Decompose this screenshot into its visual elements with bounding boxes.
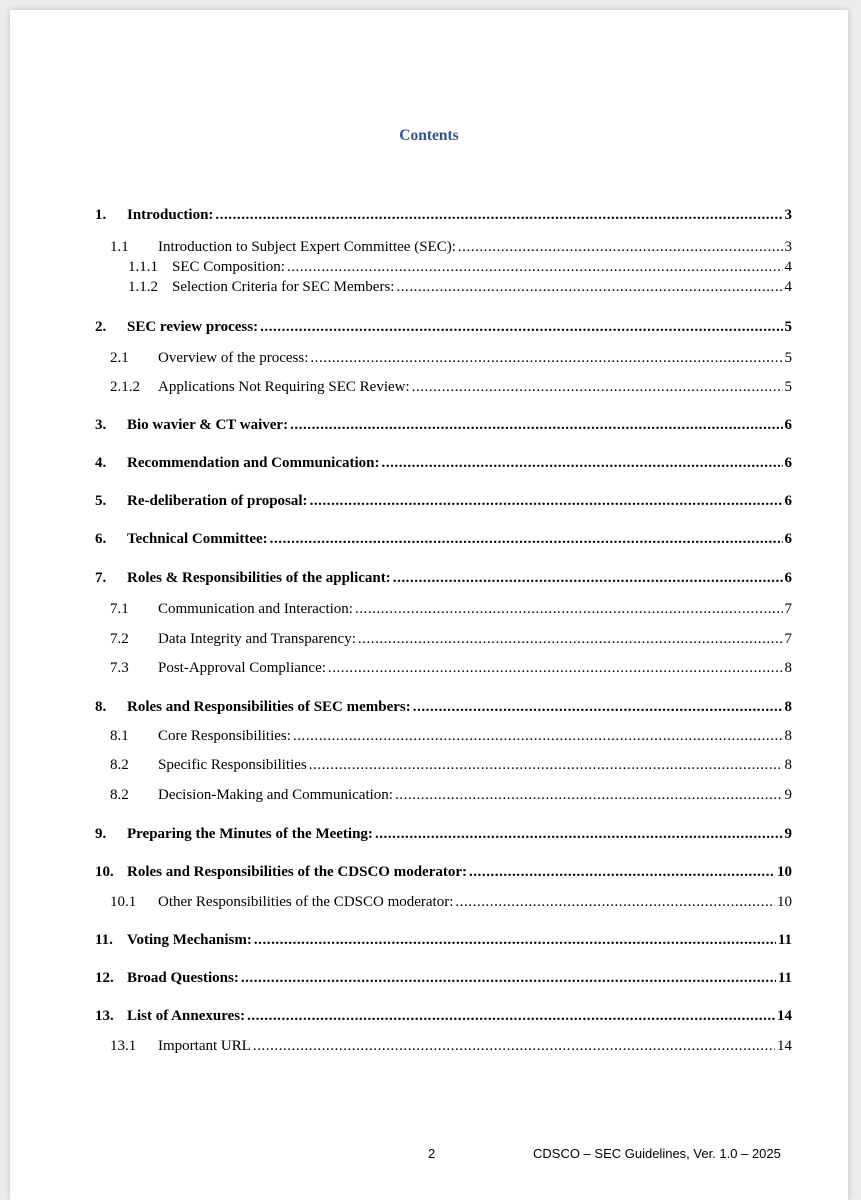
toc-dot-leader [215, 206, 782, 224]
contents-title: Contents [399, 127, 459, 144]
toc-entry-page: 8 [784, 757, 792, 773]
toc-entry-page: 3 [784, 207, 792, 223]
toc-entry[interactable] [110, 727, 792, 745]
toc-entry-number: 1. [95, 207, 107, 223]
toc-entry-label: Re-deliberation of proposal: [127, 493, 308, 509]
toc-entry-page: 7 [784, 631, 792, 647]
toc-entry[interactable] [95, 931, 792, 949]
toc-dot-leader [260, 318, 782, 336]
footer-doc-label: CDSCO – SEC Guidelines, Ver. 1.0 – 2025 [533, 1146, 781, 1161]
toc-entry-number: 8.1 [110, 728, 129, 744]
toc-entry-number: 3. [95, 417, 107, 433]
toc-entry-number: 7.3 [110, 660, 129, 676]
toc-entry-label: Selection Criteria for SEC Members: [172, 279, 395, 295]
toc-entry-label: Recommendation and Communication: [127, 455, 380, 471]
toc-entry-number: 2. [95, 319, 107, 335]
toc-entry-label: Core Responsibilities: [158, 728, 291, 744]
toc-entry-label: Technical Committee: [127, 531, 268, 547]
toc-entry-number: 1.1.2 [128, 279, 158, 295]
toc-dot-leader [455, 893, 775, 911]
toc-entry-page: 14 [777, 1038, 792, 1054]
toc-entry-number: 2.1 [110, 350, 129, 366]
toc-entry-number: 7.2 [110, 631, 129, 647]
toc-entry-page: 3 [784, 239, 792, 255]
toc-entry[interactable] [95, 416, 792, 434]
toc-entry-label: Post-Approval Compliance: [158, 660, 326, 676]
toc-entry[interactable] [128, 278, 792, 296]
toc-entry-page: 5 [784, 319, 792, 335]
toc-entry[interactable] [110, 630, 792, 648]
toc-dot-leader [393, 569, 783, 587]
toc-entry-label: Roles and Responsibilities of SEC members: [127, 699, 411, 715]
toc-entry-page: 8 [784, 699, 792, 715]
toc-entry-number: 7.1 [110, 601, 129, 617]
toc-entry-number: 13.1 [110, 1038, 137, 1054]
toc-entry-number: 1.1.1 [128, 259, 158, 275]
toc-entry-label: Roles and Responsibilities of the CDSCO moderator: [127, 864, 467, 880]
toc-entry-number: 5. [95, 493, 107, 509]
toc-entry[interactable] [95, 698, 792, 716]
toc-entry-page: 6 [784, 531, 792, 547]
toc-entry-label: Broad Questions: [127, 970, 239, 986]
toc-entry-number: 1.1 [110, 239, 129, 255]
toc-entry-label: Other Responsibilities of the CDSCO moderator: [158, 894, 454, 910]
toc-entry-number: 11. [95, 932, 113, 948]
toc-entry[interactable] [110, 378, 792, 396]
toc-entry-label: Important URL [158, 1038, 251, 1054]
toc-dot-leader [355, 600, 783, 618]
toc-entry-number: 8.2 [110, 757, 129, 773]
toc-entry[interactable] [95, 569, 792, 587]
toc-entry-page: 8 [784, 660, 792, 676]
toc-entry-page: 4 [784, 259, 792, 275]
toc-entry-number: 8.2 [110, 787, 129, 803]
toc-entry-label: Communication and Interaction: [158, 601, 353, 617]
toc-entry-page: 10 [777, 864, 792, 880]
toc-entry-label: SEC review process: [127, 319, 259, 335]
toc-entry[interactable] [95, 206, 792, 224]
toc-entry-label: SEC Composition: [172, 259, 285, 275]
toc-entry[interactable] [95, 1007, 792, 1025]
toc-dot-leader [310, 349, 782, 367]
toc-entry-label: Roles & Responsibilities of the applicant: [127, 570, 391, 586]
toc-entry-number: 10.1 [110, 894, 137, 910]
toc-entry-label: List of Annexures: [127, 1008, 246, 1024]
toc-entry[interactable] [95, 825, 792, 843]
toc-dot-leader [310, 492, 783, 510]
page-number: 2 [428, 1146, 436, 1161]
document-page [10, 10, 848, 1200]
toc-entry[interactable] [110, 893, 792, 911]
toc-entry-label: Introduction to Subject Expert Committee (SEC): [158, 239, 456, 255]
toc-entry[interactable] [95, 318, 792, 336]
toc-entry-page: 5 [784, 350, 792, 366]
toc-entry-label: Voting Mechanism: [127, 932, 252, 948]
toc-entry[interactable] [128, 258, 792, 276]
toc-dot-leader [254, 931, 776, 949]
toc-entry[interactable] [95, 969, 792, 987]
toc-entry[interactable] [95, 530, 792, 548]
toc-entry-page: 6 [784, 455, 792, 471]
toc-dot-leader [290, 416, 782, 434]
toc-entry[interactable] [95, 863, 792, 881]
toc-dot-leader [382, 454, 783, 472]
toc-dot-leader [309, 756, 783, 774]
toc-entry-label: Data Integrity and Transparency: [158, 631, 356, 647]
toc-dot-leader [293, 727, 783, 745]
toc-entry-page: 5 [784, 379, 792, 395]
toc-dot-leader [413, 698, 783, 716]
toc-dot-leader [396, 278, 782, 296]
toc-entry-number: 4. [95, 455, 107, 471]
toc-entry-page: 6 [784, 417, 792, 433]
toc-entry-number: 9. [95, 826, 107, 842]
toc-entry-label: Decision-Making and Communication: [158, 787, 393, 803]
toc-entry-number: 6. [95, 531, 107, 547]
toc-entry-number: 10. [95, 864, 114, 880]
toc-dot-leader [270, 530, 783, 548]
toc-entry[interactable] [110, 756, 792, 774]
toc-entry-number: 13. [95, 1008, 114, 1024]
toc-dot-leader [395, 786, 783, 804]
toc-entry-page: 7 [784, 601, 792, 617]
toc-entry-page: 6 [784, 493, 792, 509]
toc-entry-label: Introduction: [127, 207, 214, 223]
toc-entry[interactable] [110, 1037, 792, 1055]
toc-dot-leader [375, 825, 783, 843]
toc-entry-label: Specific Responsibilities [158, 757, 307, 773]
toc-entry-page: 4 [784, 279, 792, 295]
toc-entry-page: 14 [777, 1008, 792, 1024]
toc-entry[interactable] [110, 349, 792, 367]
toc-entry[interactable] [110, 600, 792, 618]
toc-entry[interactable] [110, 659, 792, 677]
toc-entry-label: Preparing the Minutes of the Meeting: [127, 826, 373, 842]
toc-entry[interactable] [110, 786, 792, 804]
toc-entry-label: Applications Not Requiring SEC Review: [158, 379, 410, 395]
toc-entry-number: 7. [95, 570, 107, 586]
toc-entry-page: 9 [784, 787, 792, 803]
toc-entry[interactable] [110, 238, 792, 256]
toc-entry-label: Overview of the process: [158, 350, 309, 366]
toc-entry-page: 8 [784, 728, 792, 744]
toc-entry-page: 6 [784, 570, 792, 586]
toc-dot-leader [328, 659, 783, 677]
toc-dot-leader [241, 969, 776, 987]
toc-dot-leader [287, 258, 783, 276]
toc-entry-number: 12. [95, 970, 114, 986]
toc-dot-leader [469, 863, 775, 881]
toc-dot-leader [458, 238, 783, 256]
toc-entry-label: Bio wavier & CT waiver: [127, 417, 289, 433]
toc-entry-page: 9 [784, 826, 792, 842]
toc-dot-leader [247, 1007, 775, 1025]
toc-entry-number: 8. [95, 699, 107, 715]
toc-dot-leader [412, 378, 783, 396]
toc-entry[interactable] [95, 454, 792, 472]
toc-dot-leader [253, 1037, 775, 1055]
toc-entry[interactable] [95, 492, 792, 510]
toc-entry-page: 11 [777, 932, 792, 948]
toc-entry-page: 10 [777, 894, 792, 910]
toc-dot-leader [358, 630, 783, 648]
toc-entry-number: 2.1.2 [110, 379, 140, 395]
toc-entry-page: 11 [777, 970, 792, 986]
